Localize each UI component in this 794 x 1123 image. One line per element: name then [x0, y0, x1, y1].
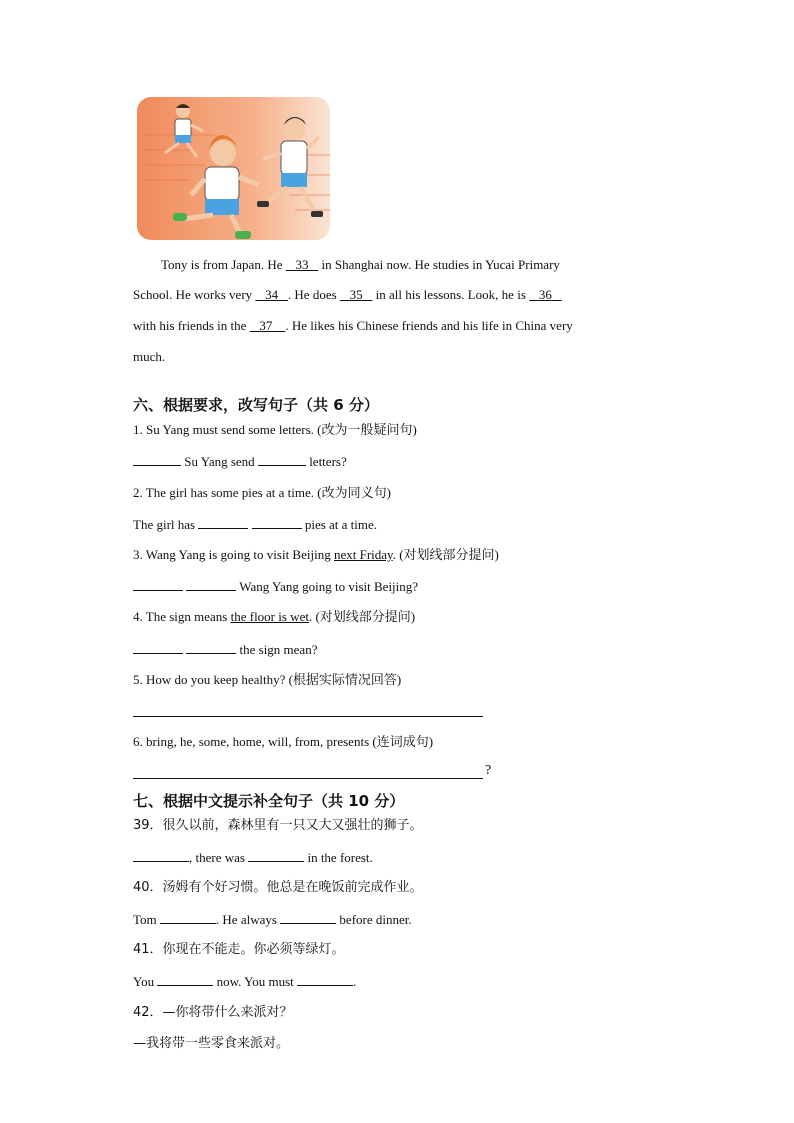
question-5: 5. How do you keep healthy? (根据实际情况回答) — [133, 672, 402, 687]
passage-text: Tony is from Japan. He — [161, 257, 286, 272]
answer-blank[interactable] — [133, 577, 183, 591]
answer-blank[interactable] — [297, 972, 353, 986]
section-7-title: 七、根据中文提示补全句子（共 10 分） — [133, 792, 405, 810]
answer-blank[interactable] — [258, 452, 306, 466]
answer-blank[interactable] — [133, 848, 189, 862]
passage-text: . He likes his Chinese friends and his life in China very — [285, 318, 573, 333]
passage-text: with his friends in the — [133, 318, 250, 333]
passage-line-4: much. — [133, 349, 166, 364]
question-40: 40．汤姆有个好习惯。他总是在晚饭前完成作业。 — [133, 880, 423, 895]
answer-blank[interactable] — [186, 640, 236, 654]
passage-text: School. He works very — [133, 287, 256, 302]
question-39: 39．很久以前，森林里有一只又大又强壮的狮子。 — [133, 818, 423, 833]
section-6-title: 六、根据要求，改写句子（共 6 分） — [133, 396, 379, 414]
question-41: 41．你现在不能走。你必须等绿灯。 — [133, 942, 345, 957]
answer-blank[interactable] — [186, 577, 236, 591]
blank-34[interactable]: 34 — [265, 287, 279, 302]
question-42: 42．—你将带什么来派对？ — [133, 1005, 293, 1020]
answer-40: Tom . He always before dinner. — [133, 912, 412, 927]
blank-37[interactable]: 37 — [259, 318, 273, 333]
answer-blank[interactable] — [198, 515, 248, 529]
answer-blank[interactable] — [157, 972, 213, 986]
question-3: 3. Wang Yang is going to visit Beijing next Friday. (对划线部分提问) — [133, 547, 499, 562]
blank-36[interactable]: 36 — [538, 287, 552, 302]
passage-line-1 — [161, 256, 560, 274]
question-42-response: —我将带一些零食来派对。 — [133, 1036, 290, 1051]
question-2: 2. The girl has some pies at a time. (改为同义句) — [133, 485, 391, 500]
answer-blank[interactable] — [133, 640, 183, 654]
answer-line-6[interactable] — [133, 778, 483, 779]
passage-text: in Shanghai now. He studies in Yucai Primary — [318, 257, 560, 272]
answer-blank[interactable] — [280, 910, 336, 924]
question-1: 1. Su Yang must send some letters. (改为一般疑问句) — [133, 422, 417, 437]
answer-1: Su Yang send letters? — [133, 452, 347, 471]
answer-line-5[interactable] — [133, 716, 483, 717]
passage-text: in all his lessons. Look, he is — [372, 287, 530, 302]
running-children-illustration — [135, 95, 332, 242]
passage-text: . He does — [287, 287, 340, 302]
question-4: 4. The sign means the floor is wet. (对划线部分提问) — [133, 609, 416, 624]
blank-35[interactable]: 35 — [349, 287, 363, 302]
answer-4: the sign mean? — [133, 640, 317, 659]
answer-41: You now. You must . — [133, 974, 357, 989]
answer-blank[interactable] — [248, 848, 304, 862]
underlined-phrase: next Friday — [333, 547, 393, 562]
answer-blank[interactable] — [160, 910, 216, 924]
underlined-phrase: the floor is wet — [230, 609, 309, 624]
answer-2: The girl has pies at a time. — [133, 517, 378, 532]
passage-line-2 — [133, 286, 562, 304]
question-mark: ? — [485, 763, 492, 778]
answer-blank[interactable] — [252, 515, 302, 529]
answer-blank[interactable] — [133, 452, 181, 466]
answer-39: , there was in the forest. — [133, 848, 373, 867]
answer-3: Wang Yang going to visit Beijing? — [133, 577, 418, 596]
passage-line-3 — [133, 317, 573, 335]
question-6: 6. bring, he, some, home, will, from, presents (连词成句) — [133, 734, 434, 749]
blank-33[interactable]: 33 — [295, 257, 309, 272]
